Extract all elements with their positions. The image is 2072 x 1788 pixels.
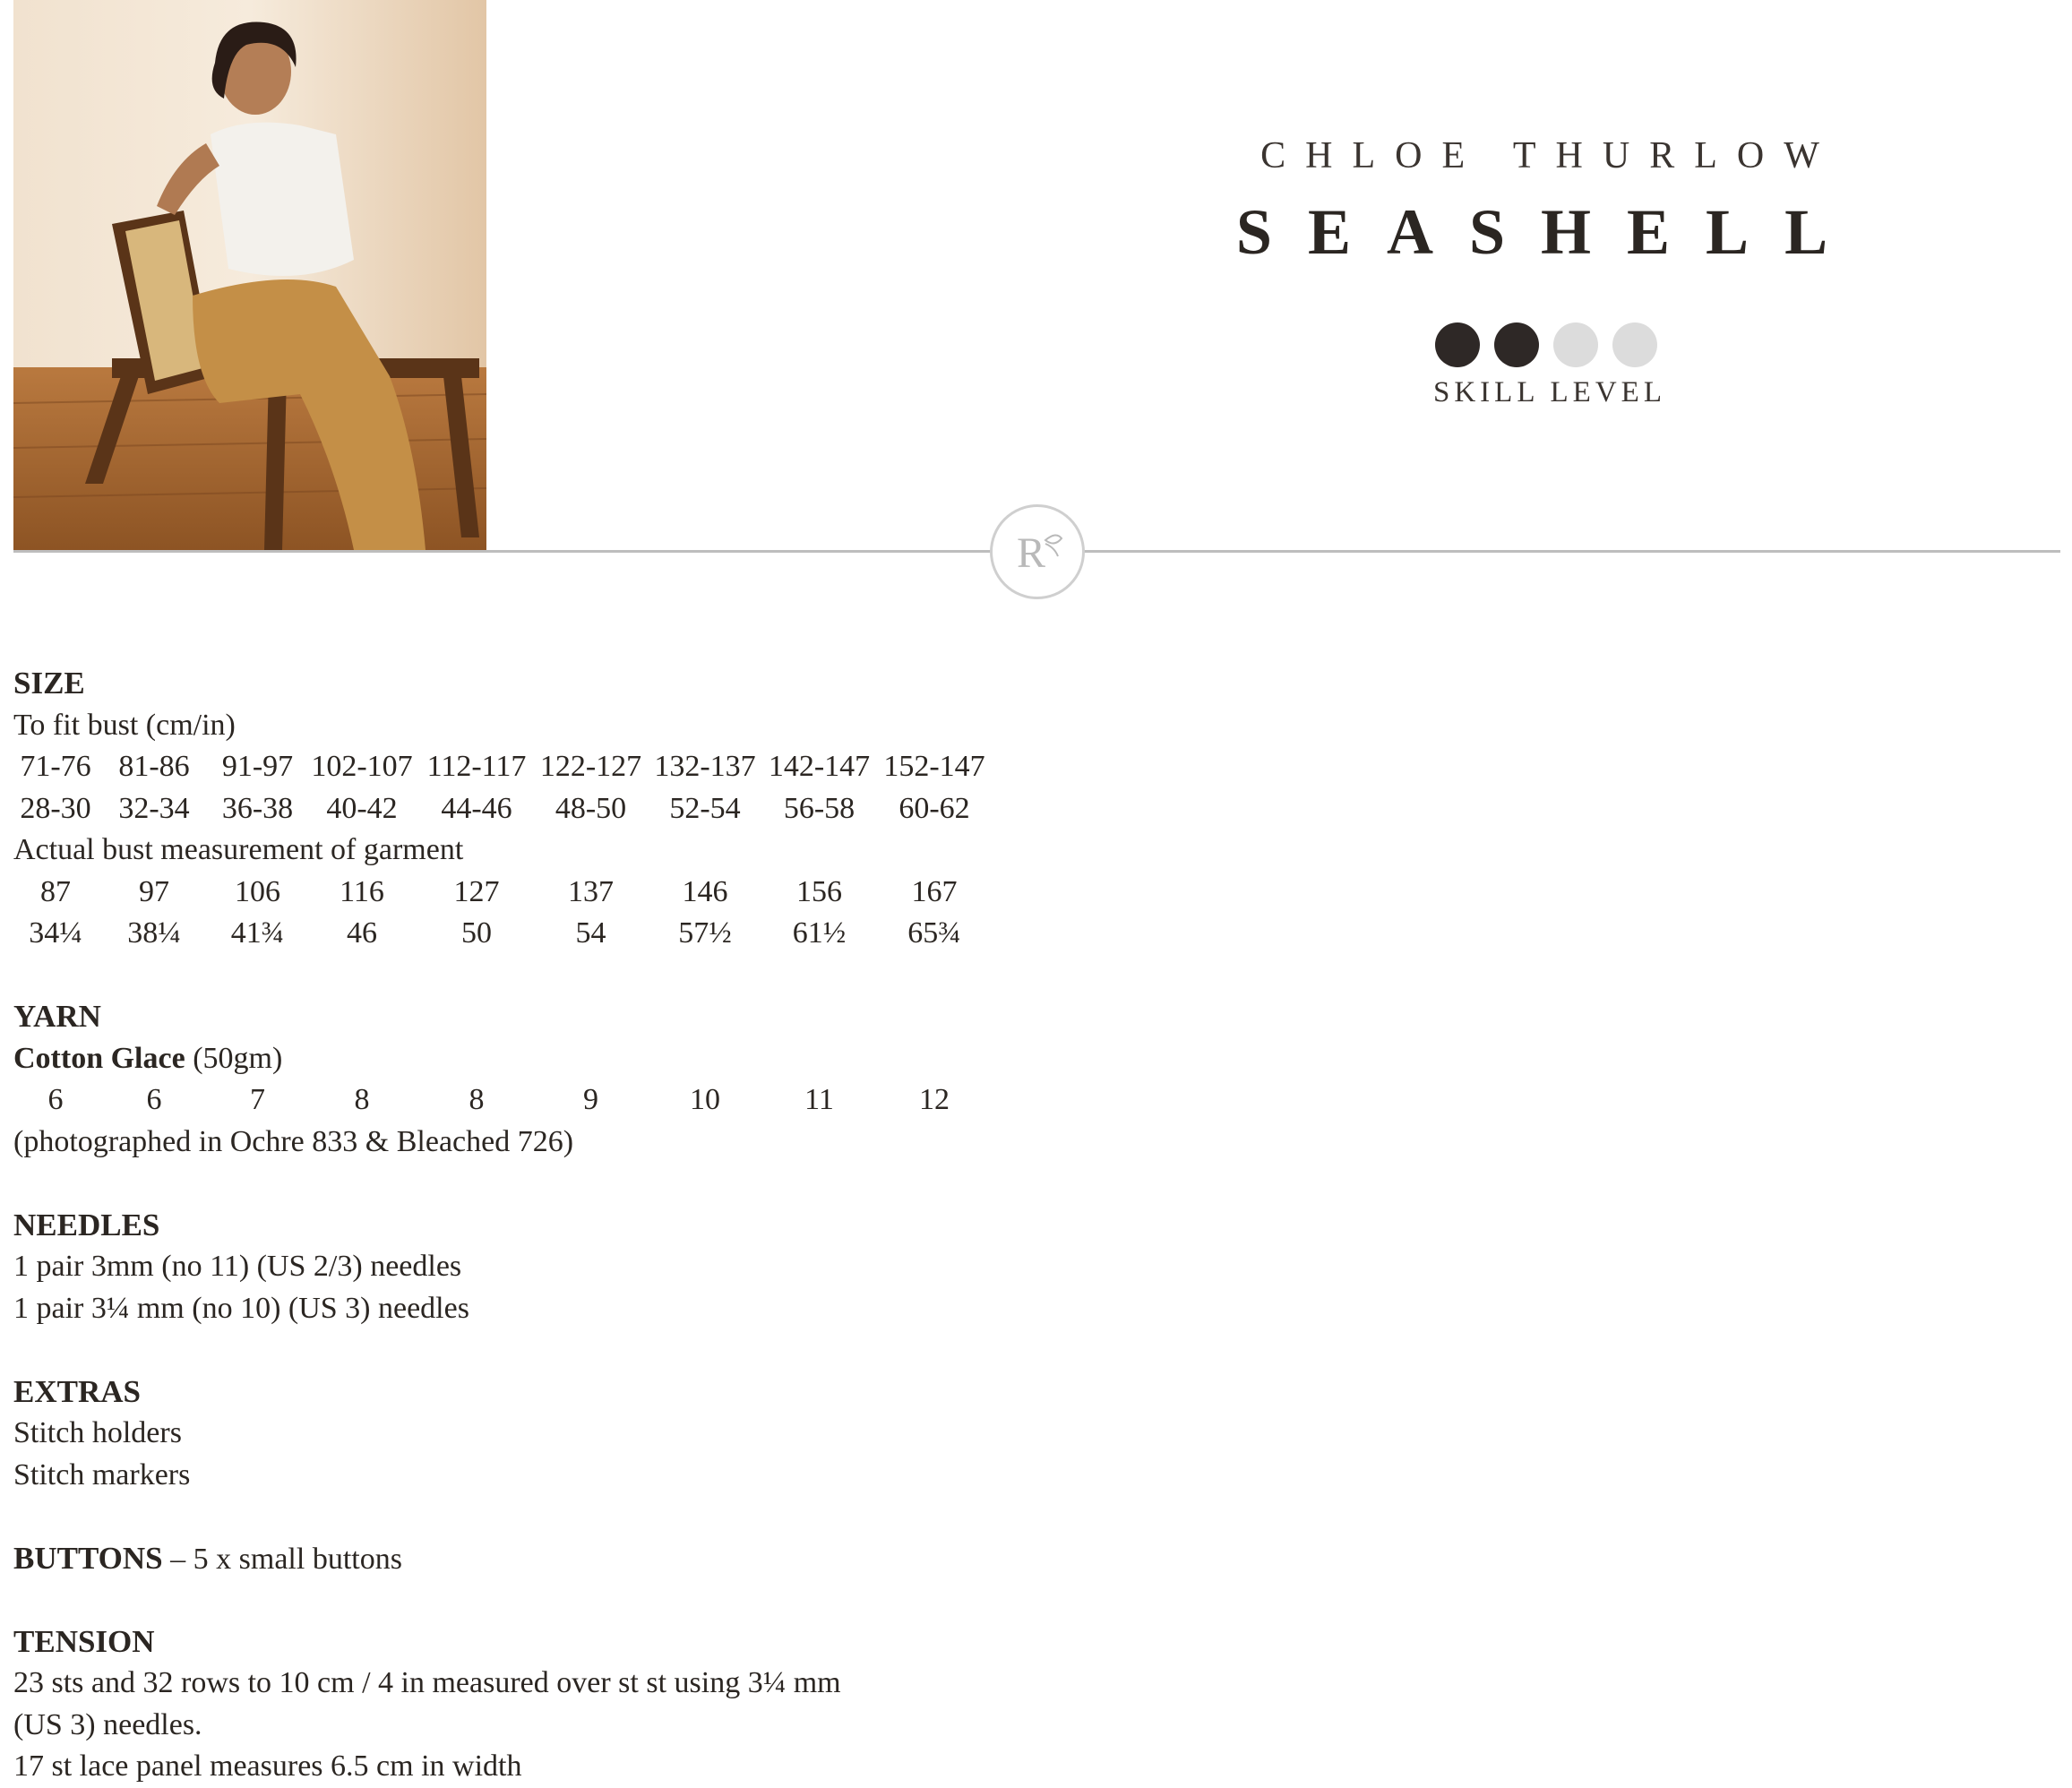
yarn-cell: 7 <box>250 1083 265 1116</box>
size-cell: 112-117 <box>426 750 527 783</box>
size-cell: 97 <box>139 874 169 908</box>
size-cell: 137 <box>568 874 614 908</box>
yarn-name-line <box>13 1038 1088 1080</box>
skill-dot-empty <box>1553 322 1598 367</box>
skill-level-indicator <box>1435 322 1657 367</box>
size-cell: 106 <box>235 874 280 908</box>
size-cell: 167 <box>911 874 958 908</box>
fit-bust-label: To fit bust (cm/in) <box>13 708 236 742</box>
size-cell: 81-86 <box>118 750 190 783</box>
size-cell: 146 <box>682 874 728 908</box>
size-cell: 132-137 <box>654 750 756 783</box>
pattern-title: SEASHELL <box>1235 196 1864 268</box>
tension-line: 23 sts and 32 rows to 10 cm / 4 in measured over st st using 3¼ mm <box>13 1666 841 1699</box>
yarn-cell: 9 <box>583 1083 598 1116</box>
actual-bust-label: Actual bust measurement of garment <box>13 833 464 866</box>
size-cell: 52-54 <box>669 791 741 825</box>
yarn-weight: (50gm) <box>185 1041 283 1075</box>
size-cell: 32-34 <box>118 791 190 825</box>
size-cell: 48-50 <box>555 791 627 825</box>
needle-item: 1 pair 3mm (no 11) (US 2/3) needles <box>13 1250 462 1283</box>
actual-bust-in-row <box>13 913 1088 955</box>
skill-dot-empty <box>1612 322 1657 367</box>
buttons-line <box>13 1538 1088 1580</box>
size-cell: 57½ <box>678 916 732 950</box>
pattern-photo <box>13 0 486 550</box>
brand-logo <box>990 504 1085 599</box>
size-cell: 41¾ <box>230 916 285 950</box>
tension-line: 17 st lace panel measures 6.5 cm in width <box>13 1749 522 1783</box>
size-cell: 60-62 <box>898 791 970 825</box>
pattern-details <box>13 663 1088 1788</box>
buttons-heading: BUTTONS <box>13 1540 163 1576</box>
size-cell: 44-46 <box>441 791 512 825</box>
size-cell: 40-42 <box>326 791 398 825</box>
size-cell: 122-127 <box>539 750 642 783</box>
fit-bust-cm-row <box>13 746 1088 788</box>
size-cell: 46 <box>347 916 377 950</box>
needles-heading: NEEDLES <box>13 1207 160 1242</box>
extras-item: Stitch holders <box>13 1416 182 1449</box>
size-heading: SIZE <box>13 666 85 701</box>
size-cell: 61½ <box>792 916 847 950</box>
size-cell: 156 <box>796 874 842 908</box>
tension-heading: TENSION <box>13 1623 155 1659</box>
yarn-cell: 6 <box>47 1083 64 1116</box>
size-cell: 36-38 <box>221 791 294 825</box>
size-cell: 142-147 <box>768 750 871 783</box>
size-cell: 127 <box>453 874 500 908</box>
size-cell: 50 <box>461 916 492 950</box>
yarn-heading: YARN <box>13 999 101 1034</box>
designer-name: CHLOE THURLOW <box>1260 135 1839 176</box>
skill-dot-filled <box>1435 322 1480 367</box>
needle-item: 1 pair 3¼ mm (no 10) (US 3) needles <box>13 1291 469 1325</box>
brand-logo-icon <box>1006 520 1069 583</box>
tension-line: (US 3) needles. <box>13 1707 202 1741</box>
extras-item: Stitch markers <box>13 1457 191 1491</box>
yarn-cell: 10 <box>690 1083 720 1116</box>
yarn-cell: 8 <box>469 1083 485 1116</box>
size-cell: 65¾ <box>907 916 961 950</box>
model-photo-image <box>13 0 486 550</box>
fit-bust-in-row <box>13 788 1088 830</box>
skill-dot-filled <box>1494 322 1539 367</box>
yarn-cell: 8 <box>354 1083 370 1116</box>
size-cell: 56-58 <box>783 791 855 825</box>
actual-bust-cm-row <box>13 872 1088 914</box>
buttons-text: – 5 x small buttons <box>162 1542 402 1576</box>
size-cell: 102-107 <box>311 750 413 783</box>
yarn-balls-row <box>13 1079 1088 1122</box>
size-cell: 91-97 <box>221 750 294 783</box>
size-cell: 71-76 <box>20 750 91 783</box>
size-cell: 28-30 <box>20 791 91 825</box>
size-cell: 87 <box>40 874 71 908</box>
yarn-name: Cotton Glace <box>13 1041 185 1075</box>
svg-text:R: R <box>1017 529 1046 577</box>
extras-heading: EXTRAS <box>13 1373 141 1409</box>
yarn-cell: 6 <box>146 1083 162 1116</box>
size-cell: 152-147 <box>883 750 985 783</box>
size-cell: 54 <box>575 916 606 950</box>
size-cell: 34¼ <box>29 916 82 950</box>
yarn-note: (photographed in Ochre 833 & Bleached 726) <box>13 1124 574 1158</box>
size-cell: 116 <box>340 874 384 908</box>
size-cell: 38¼ <box>127 916 181 950</box>
yarn-cell: 11 <box>804 1083 834 1116</box>
yarn-cell: 12 <box>919 1083 950 1116</box>
skill-level-label: SKILL LEVEL <box>1433 376 1666 408</box>
